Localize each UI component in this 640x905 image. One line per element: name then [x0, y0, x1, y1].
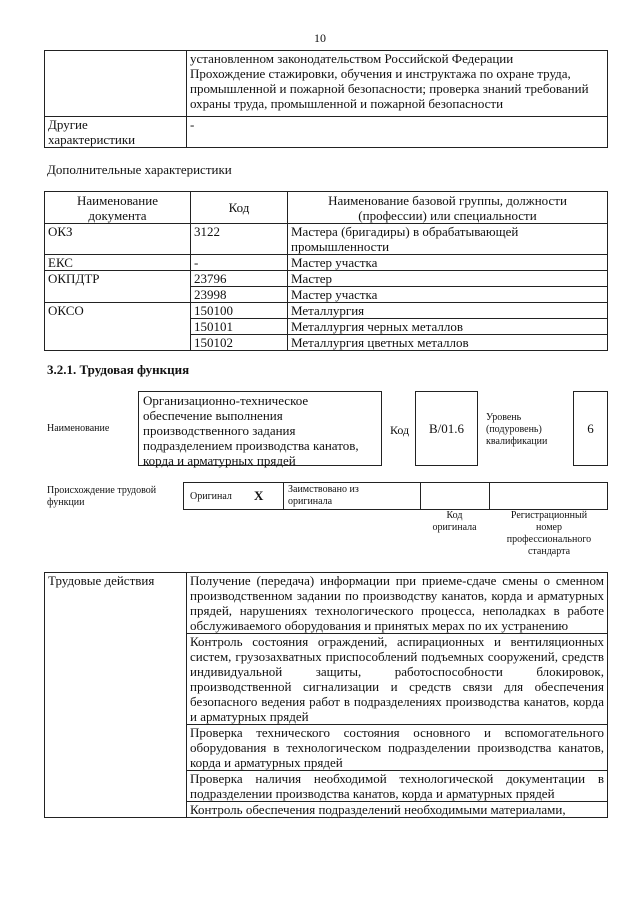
text-line: номер: [536, 522, 562, 533]
row-code: 23796: [191, 271, 288, 287]
text-line: квалификации: [486, 436, 548, 447]
text-line: Происхождение трудовой: [47, 485, 157, 496]
top-table-text-cell: [187, 51, 608, 117]
row-name: Мастер участка: [288, 287, 608, 303]
function-name-label: Наименование: [47, 423, 110, 434]
text-line: функции: [47, 497, 85, 508]
text-line: Прохождение стажировки, обучения и инструктажа по охране труда,: [190, 66, 571, 81]
row-name: Мастера (бригадиры) в обрабатывающей промышленности: [288, 224, 608, 255]
function-name-box: [138, 391, 382, 466]
other-characteristics-value: -: [187, 117, 608, 148]
text-line: оригинала: [432, 522, 477, 533]
origin-label: [47, 485, 156, 509]
row-name: Металлургия: [288, 303, 608, 319]
row-name: Металлургия черных металлов: [288, 319, 608, 335]
additional-characteristics-table: [44, 191, 608, 351]
origin-divider: [489, 482, 490, 510]
original-label: Оригинал: [190, 491, 232, 502]
code-value-box: [415, 391, 478, 466]
level-value: 6: [587, 421, 594, 436]
additional-characteristics-title: Дополнительные характеристики: [47, 162, 232, 177]
row-doc: ОКЗ: [45, 224, 191, 255]
text-line: Регистрационный: [510, 510, 588, 521]
reg-number-caption: [490, 510, 608, 558]
text-line: Организационно-техническое: [143, 393, 309, 408]
text-line: охраны труда, промышленной и пожарной безопасности: [190, 96, 504, 111]
text-line: характеристики: [48, 132, 136, 147]
top-table-empty-cell: [45, 51, 187, 117]
text-line: профессионального: [506, 534, 592, 545]
labor-action-item: Контроль обеспечения подразделений необходимыми материалами,: [187, 802, 608, 818]
header-code: Код: [191, 192, 288, 224]
row-doc: ОКСО: [45, 303, 191, 351]
text-line: Уровень: [486, 412, 522, 423]
row-doc: ОКПДТР: [45, 271, 191, 303]
row-name: Металлургия цветных металлов: [288, 335, 608, 351]
header-doc: [45, 192, 191, 224]
text-line: подразделением производства канатов,: [143, 438, 359, 453]
origin-divider: [420, 482, 421, 510]
text-line: Наименование базовой группы, должности: [328, 192, 567, 208]
header-name: [288, 192, 608, 224]
text-line: установленном законодательством Российской Федерации: [190, 51, 514, 66]
text-line: документа: [88, 207, 147, 223]
text-line: (подуровень): [486, 424, 542, 435]
code-label: Код: [390, 423, 410, 437]
original-mark: X: [254, 488, 264, 503]
text-line: промышленной и пожарной безопасности; проверка знаний требований: [190, 81, 589, 96]
code-value: В/01.6: [428, 421, 465, 436]
text-line: Другие: [48, 117, 88, 132]
row-code: 23998: [191, 287, 288, 303]
text-line: (профессии) или специальности: [358, 207, 537, 223]
row-doc: ЕКС: [45, 255, 191, 271]
text-line: стандарта: [527, 546, 571, 557]
borrowed-label: [288, 484, 359, 508]
page-number: 10: [314, 31, 326, 45]
text-line: Заимствовано из: [288, 484, 359, 495]
text-line: корда и арматурных прядей: [143, 453, 296, 468]
row-name: Мастер участка: [288, 255, 608, 271]
row-code: 150101: [191, 319, 288, 335]
row-code: 150100: [191, 303, 288, 319]
labor-actions-table: [44, 572, 608, 818]
origin-row: [183, 482, 608, 510]
text-line: Наименование: [77, 192, 158, 208]
section-heading: 3.2.1. Трудовая функция: [47, 362, 190, 377]
row-name: Мастер: [288, 271, 608, 287]
text-line: обеспечение выполнения: [143, 408, 283, 423]
labor-action-item: Контроль состояния ограждений, аспирационных и вентиляционных систем, грузозахватных приспособлений подъемных сооружений, средств индивидуальной защиты, работоспособности блокировок, производственной сигнализации и средств связи для обеспечения безопасного ведения работ в подразделениях производства канатов, корда и арматурных прядей: [187, 634, 608, 725]
labor-actions-label: Трудовые действия: [45, 573, 187, 818]
origin-divider: [283, 482, 284, 510]
code-original-caption: [420, 510, 489, 534]
other-characteristics-label: [45, 117, 187, 148]
text-line: Код: [446, 510, 463, 521]
row-code: 3122: [191, 224, 288, 255]
text-line: производственного задания: [143, 423, 296, 438]
row-code: 150102: [191, 335, 288, 351]
labor-action-item: Проверка технического состояния основного и вспомогательного оборудования в технологическом подразделении производства канатов, корда и арматурных прядей: [187, 725, 608, 771]
level-label: [486, 412, 547, 448]
top-continuation-table: [44, 50, 608, 148]
row-code: -: [191, 255, 288, 271]
level-value-box: [573, 391, 608, 466]
labor-action-item: Проверка наличия необходимой технологической документации в подразделении производства канатов, корда и арматурных прядей: [187, 771, 608, 802]
text-line: оригинала: [288, 496, 333, 507]
labor-action-item: Получение (передача) информации при приеме-сдаче смены о сменном производственном задании по производству канатов, корда и арматурных прядей, нарушениях технологического процесса, неполадках в работе обслуживаемого оборудования и принятых мерах по их устранению: [187, 573, 608, 634]
